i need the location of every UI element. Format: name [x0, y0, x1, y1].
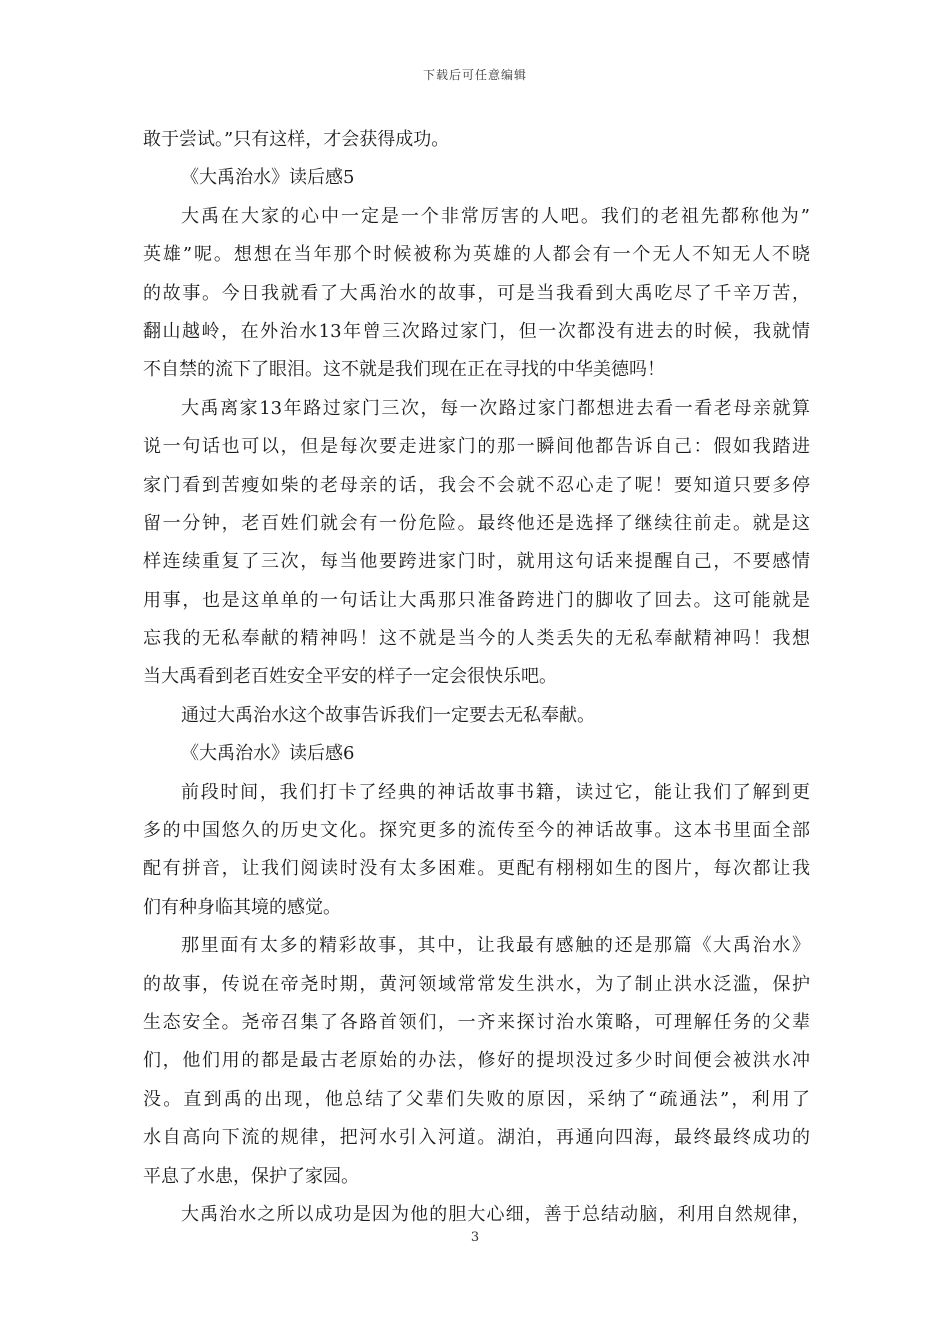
text-line: 当大禹看到老百姓安全平安的样子一定会很快乐吧。 — [143, 666, 557, 688]
text-line: 大禹在大家的心中一定是一个非常厉害的人吧。我们的老祖先都称他为” — [181, 205, 810, 227]
text-line: 翻山越岭，在外治水13年曾三次路过家门，但一次都没有进去的时候，我就情 — [143, 320, 810, 342]
text-line: 不自禁的流下了眼泪。这不就是我们现在正在寻找的中华美德吗！ — [143, 359, 665, 381]
text-line: 敢于尝试。”只有这样，才会获得成功。 — [143, 129, 450, 150]
text-line: 平息了水患，保护了家园。 — [143, 1165, 359, 1187]
text-line: 那里面有太多的精彩故事，其中，让我最有感触的还是那篇《大禹治水》 — [181, 935, 810, 957]
text-line: 多的中国悠久的历史文化。探究更多的流传至今的神话故事。这本书里面全部 — [143, 820, 810, 842]
text-line: 大禹离家13年路过家门三次，每一次路过家门都想进去看一看老母亲就算 — [181, 397, 810, 419]
body-text — [143, 121, 810, 1234]
text-line: 们，他们用的都是最古老原始的办法，修好的提坝没过多少时间便会被洪水冲 — [143, 1050, 810, 1072]
text-line: 样连续重复了三次，每当他要跨进家门时，就用这句话来提醒自己，不要感情 — [143, 551, 810, 573]
text-line: 的故事，传说在帝尧时期，黄河领域常常发生洪水，为了制止洪水泛滥，保护 — [143, 973, 810, 995]
text-line: 用事，也是这单单的一句话让大禹那只准备跨进门的脚收了回去。这可能就是 — [143, 589, 810, 611]
section-heading: 《大禹治水》读后感5 — [181, 167, 355, 189]
text-line: 忘我的无私奉献的精神吗！这不就是当今的人类丢失的无私奉献精神吗！我想 — [143, 628, 810, 650]
text-line: 通过大禹治水这个故事告诉我们一定要去无私奉献。 — [181, 704, 595, 726]
section-heading: 《大禹治水》读后感6 — [181, 743, 355, 765]
text-line: 家门看到苦瘦如柴的老母亲的话，我会不会就不忍心走了呢！要知道只要多停 — [143, 474, 810, 496]
text-line: 生态安全。尧帝召集了各路首领们，一齐来探讨治水策略，可理解任务的父辈 — [143, 1011, 810, 1033]
text-line: 说一句话也可以，但是每次要走进家门的那一瞬间他都告诉自己：假如我踏进 — [143, 436, 810, 458]
page-header: 下载后可任意编辑 — [422, 68, 527, 82]
text-line: 们有种身临其境的感觉。 — [143, 896, 341, 918]
text-line: 配有拼音，让我们阅读时没有太多困难。更配有栩栩如生的图片，每次都让我 — [143, 858, 810, 880]
text-line: 没。直到禹的出现，他总结了父辈们失败的原因，采纳了“疏通法”，利用了 — [143, 1088, 810, 1110]
text-line: 水自高向下流的规律，把河水引入河道。湖泊，再通向四海，最终最终成功的 — [143, 1127, 810, 1149]
page-number: 3 — [470, 1230, 480, 1245]
text-line: 大禹治水之所以成功是因为他的胆大心细，善于总结动脑，利用自然规律， — [181, 1203, 810, 1225]
text-line: 前段时间，我们打卡了经典的神话故事书籍，读过它，能让我们了解到更 — [181, 781, 810, 803]
text-line: 英雄”呢。想想在当年那个时候被称为英雄的人都会有一个无人不知无人不晓 — [143, 244, 810, 266]
text-line: 的故事。今日我就看了大禹治水的故事，可是当我看到大禹吃尽了千辛万苦， — [143, 282, 810, 304]
text-line: 留一分钟，老百姓们就会有一份危险。最终他还是选择了继续往前走。就是这 — [143, 512, 810, 534]
